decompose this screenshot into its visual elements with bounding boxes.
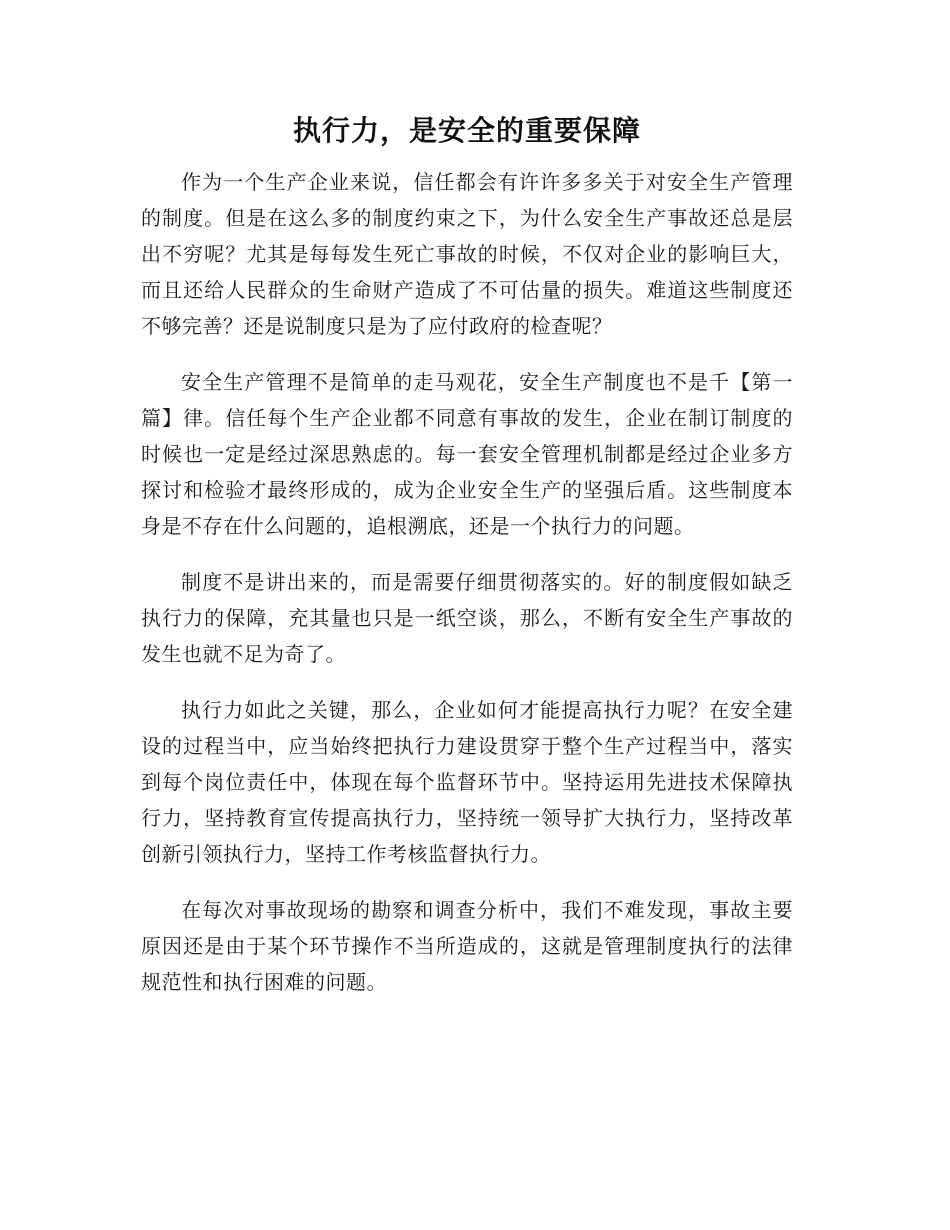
document-page <box>141 108 793 1020</box>
paragraph-5: 在每次对事故现场的勘察和调查分析中，我们不难发现，事故主要原因还是由于某个环节操作不当所造成的，这就是管理制度执行的法律规范性和执行困难的问题。 <box>141 898 793 994</box>
paragraph-4: 执行力如此之关键，那么，企业如何才能提高执行力呢？在安全建设的过程当中，应当始终把执行力建设贯穿于整个生产过程当中，落实到每个岗位责任中，体现在每个监督环节中。坚持运用先进技术保障执行力，坚持教育宣传提高执行力，坚持统一领导扩大执行力，坚持改革创新引领执行力，坚持工作考核监督执行力。 <box>141 698 793 866</box>
document-title: 执行力，是安全的重要保障 <box>292 114 641 147</box>
paragraph-2: 安全生产管理不是简单的走马观花，安全生产制度也不是千【第一篇】律。信任每个生产企业都不同意有事故的发生，企业在制订制度的时候也一定是经过深思熟虑的。每一套安全管理机制都是经过企业多方探讨和检验才最终形成的，成为企业安全生产的坚强后盾。这些制度本身是不存在什么问题的，追根溯底，还是一个执行力的问题。 <box>141 370 793 538</box>
paragraph-3: 制度不是讲出来的，而是需要仔细贯彻落实的。好的制度假如缺乏执行力的保障，充其量也只是一纸空谈，那么，不断有安全生产事故的发生也就不足为奇了。 <box>141 570 793 666</box>
paragraph-1: 作为一个生产企业来说，信任都会有许许多多关于对安全生产管理的制度。但是在这么多的制度约束之下，为什么安全生产事故还总是层出不穷呢？尤其是每每发生死亡事故的时候，不仅对企业的影响巨大，而且还给人民群众的生命财产造成了不可估量的损失。难道这些制度还不够完善？还是说制度只是为了应付政府的检查呢？ <box>141 170 793 338</box>
